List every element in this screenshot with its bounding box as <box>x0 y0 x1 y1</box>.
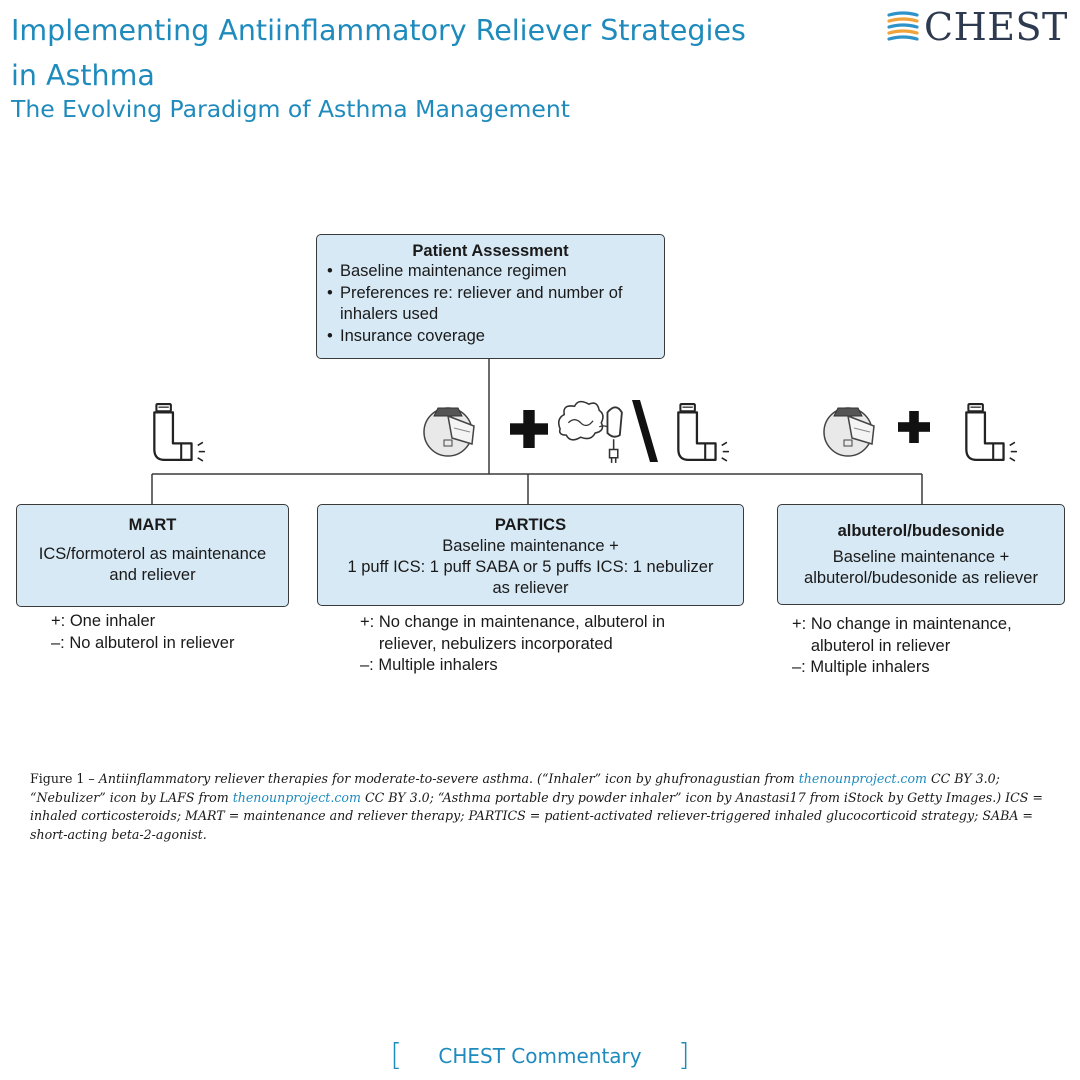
footer-bracket-close: ] <box>677 1038 690 1073</box>
pro-text: No change in maintenance, albuterol in reliever <box>810 615 1012 655</box>
caption-text: Antiinflammatory reliever therapies for moderate-to-severe asthma. (“Inhaler” icon by ghufronagustian from <box>98 771 799 786</box>
caption-label: Figure 1 – <box>30 771 99 786</box>
con-item <box>792 657 1062 679</box>
con-sign: –: <box>51 633 70 652</box>
albuterol-budesonide-title: albuterol/budesonide <box>837 522 1005 540</box>
con-text: No albuterol in reliever <box>69 633 235 652</box>
pro-item <box>51 611 291 633</box>
pro-item <box>792 614 1062 657</box>
pro-item <box>360 612 710 655</box>
patient-assessment-title: Patient Assessment <box>412 242 569 260</box>
partics-description-line: Baseline maintenance + <box>442 537 619 555</box>
pro-sign: +: <box>360 613 379 631</box>
mart-pros-cons <box>51 611 291 654</box>
nebulizer-icon <box>556 398 626 464</box>
inhaler-icon <box>140 402 210 464</box>
inhaler-icon <box>664 402 734 464</box>
figure-caption <box>30 770 1062 844</box>
assessment-bullet: • Baseline maintenance regimen <box>327 261 664 283</box>
caption-link[interactable]: thenounproject.com <box>798 771 927 786</box>
albuterol-budesonide-description-line: albuterol/budesonide as reliever <box>804 569 1038 587</box>
pro-sign: +: <box>792 615 811 633</box>
dry-powder-inhaler-icon <box>818 398 878 458</box>
con-item <box>51 633 291 655</box>
chest-logo-mark-icon <box>886 10 920 44</box>
partics-pros-cons <box>360 612 710 677</box>
mart-description-line: and reliever <box>109 566 196 584</box>
partics-box <box>317 504 744 606</box>
con-text: Multiple inhalers <box>378 656 498 674</box>
footer-bracket-open: [ <box>390 1038 403 1073</box>
mart-title: MART <box>128 516 177 534</box>
con-item <box>360 655 710 677</box>
patient-assessment-box <box>316 234 665 359</box>
caption-link[interactable]: thenounproject.com <box>232 789 361 805</box>
caption-text: CC BY 3.0; “Nebulizer” icon by LAFS from <box>30 771 1000 805</box>
pro-text: One inhaler <box>69 612 156 630</box>
footer <box>0 1038 1080 1073</box>
albuterol-budesonide-box <box>777 504 1065 605</box>
albuterol-budesonide-pros-cons <box>792 614 1062 679</box>
dry-powder-inhaler-icon <box>418 398 478 458</box>
partics-title: PARTICS <box>494 516 567 534</box>
plus-icon <box>898 410 930 444</box>
albuterol-budesonide-description-line: Baseline maintenance + <box>832 548 1010 566</box>
page-subtitle: The Evolving Paradigm of Asthma Management <box>11 95 570 123</box>
caption-text: CC BY 3.0; “Asthma portable dry powder inhaler” icon by Anastasi17 from iStock by Getty Images.) ICS = inhaled corticosteroids; MART = maintenance and reliever therapy; PARTICS = patient-activated reliever-triggered inhaled glucocorticoid strategy; SABA = short-acting beta-2-agonist. <box>30 789 1043 842</box>
partics-description-line: as reliever <box>492 579 569 597</box>
assessment-bullet: • Preferences re: reliever and number of inhalers used <box>327 283 664 326</box>
pro-text: No change in maintenance, albuterol in reliever, nebulizers incorporated <box>378 613 666 653</box>
chest-logo <box>886 6 1068 48</box>
page-title: Implementing Antiinflammatory Reliever Strategies in Asthma <box>11 14 746 92</box>
con-text: Multiple inhalers <box>810 658 930 676</box>
inhaler-icon <box>952 402 1022 464</box>
footer-label: CHEST Commentary <box>438 1043 642 1068</box>
assessment-bullet: • Insurance coverage <box>327 326 664 348</box>
slash-icon <box>630 398 660 464</box>
pro-sign: +: <box>51 612 70 630</box>
mart-description-line: ICS/formoterol as maintenance <box>38 545 267 563</box>
plus-icon <box>510 410 548 448</box>
partics-description-line: 1 puff ICS: 1 puff SABA or 5 puffs ICS: 1 nebulizer <box>347 558 714 576</box>
con-sign: –: <box>792 658 811 676</box>
chest-logo-text: CHEST <box>924 5 1068 49</box>
con-sign: –: <box>360 656 379 674</box>
patient-assessment-list <box>317 261 664 347</box>
mart-box <box>16 504 289 607</box>
